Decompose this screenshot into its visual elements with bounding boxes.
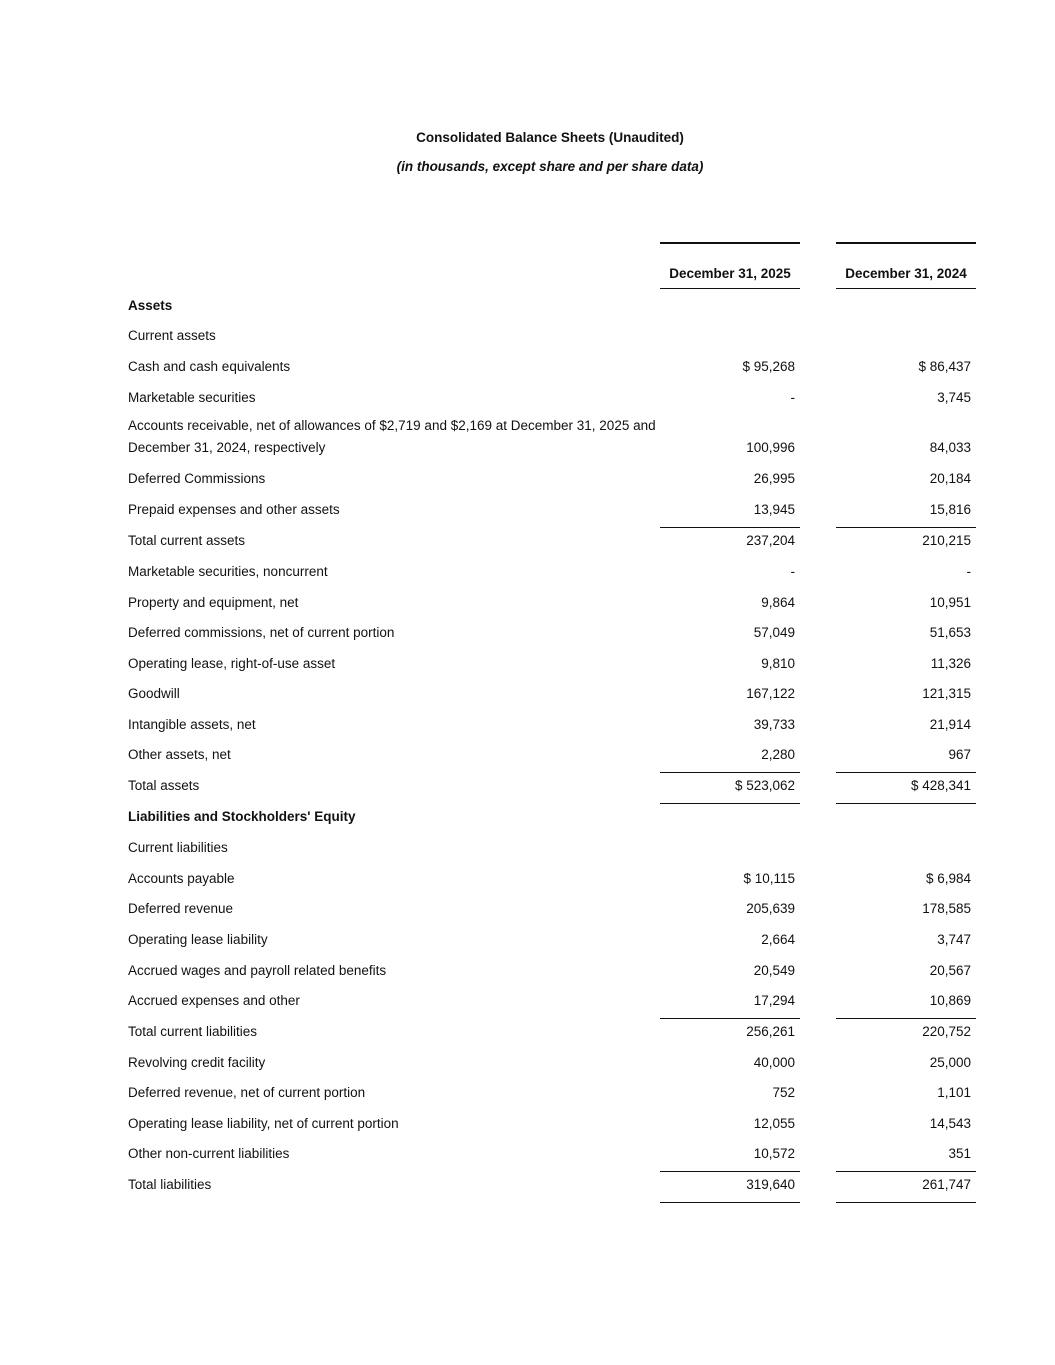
row-label: Revolving credit facility xyxy=(128,1055,266,1070)
row-label: Marketable securities, noncurrent xyxy=(128,564,328,579)
value-2024: $ 6,984 xyxy=(925,871,971,886)
row-label: Prepaid expenses and other assets xyxy=(128,502,340,517)
row-label: Deferred Commissions xyxy=(128,471,266,486)
row-label: Accrued wages and payroll related benefits xyxy=(128,963,387,978)
row-label: Deferred revenue, net of current portion xyxy=(128,1085,366,1100)
value-2025: 13,945 xyxy=(753,502,795,517)
subtotal-rule xyxy=(836,772,976,773)
value-2024: 21,914 xyxy=(929,717,971,732)
value-2025: $ 10,115 xyxy=(743,871,795,886)
value-2024: 15,816 xyxy=(929,502,971,517)
column-header-2024: December 31, 2024 xyxy=(836,266,976,289)
value-2025: 9,864 xyxy=(761,595,795,610)
subtotal-rule xyxy=(660,1171,800,1172)
value-2025: 9,810 xyxy=(761,656,795,671)
value-2024: 3,745 xyxy=(937,390,971,405)
value-2024: 10,951 xyxy=(929,595,971,610)
value-2025: 26,995 xyxy=(753,471,795,486)
subtotal-rule xyxy=(660,1018,800,1019)
row-label: Accounts payable xyxy=(128,871,235,886)
value-2025: - xyxy=(790,390,795,405)
value-2025: 40,000 xyxy=(753,1055,795,1070)
subtotal-rule xyxy=(660,1202,800,1203)
row-label: Total assets xyxy=(128,778,200,793)
value-2024: 261,747 xyxy=(922,1177,971,1192)
row-label: Deferred commissions, net of current portion xyxy=(128,625,395,640)
row-label: Total liabilities xyxy=(128,1177,212,1192)
section-heading: Assets xyxy=(128,298,173,313)
subtotal-rule xyxy=(836,1202,976,1203)
value-2025: 100,996 xyxy=(746,440,795,455)
subtotal-rule xyxy=(660,803,800,804)
row-label: Other assets, net xyxy=(128,747,231,762)
value-2024: 121,315 xyxy=(922,686,971,701)
value-2024: 84,033 xyxy=(929,440,971,455)
row-label: Accounts receivable, net of allowances of $2,719 and $2,169 at December 31, 2025 and December 31, 2024, respectively xyxy=(128,418,656,455)
value-2024: 967 xyxy=(948,747,971,762)
row-label: Cash and cash equivalents xyxy=(128,359,291,374)
row-label: Total current liabilities xyxy=(128,1024,258,1039)
row-label: Deferred revenue xyxy=(128,901,234,916)
subtotal-rule xyxy=(660,527,800,528)
row-label: Intangible assets, net xyxy=(128,717,256,732)
row-label: Total current assets xyxy=(128,533,246,548)
value-2024: 10,869 xyxy=(929,993,971,1008)
row-label: Property and equipment, net xyxy=(128,595,299,610)
subtotal-rule xyxy=(836,803,976,804)
row-label: Other non-current liabilities xyxy=(128,1146,290,1161)
value-2025: 12,055 xyxy=(753,1116,795,1131)
value-2024: $ 86,437 xyxy=(918,359,971,374)
value-2024: 14,543 xyxy=(929,1116,971,1131)
value-2025: 167,122 xyxy=(746,686,795,701)
subtotal-rule xyxy=(836,1171,976,1172)
value-2024: $ 428,341 xyxy=(910,778,971,793)
statement-subtitle: (in thousands, except share and per share data) xyxy=(396,159,704,174)
value-2024: 1,101 xyxy=(937,1085,971,1100)
value-2025: 752 xyxy=(772,1085,795,1100)
column-header-2025: December 31, 2025 xyxy=(660,266,800,289)
row-label: Current liabilities xyxy=(128,840,228,855)
value-2025: $ 523,062 xyxy=(734,778,795,793)
subtotal-rule xyxy=(836,527,976,528)
value-2025: 237,204 xyxy=(746,533,795,548)
value-2025: 20,549 xyxy=(753,963,795,978)
value-2024: 220,752 xyxy=(922,1024,971,1039)
value-2024: 20,184 xyxy=(929,471,971,486)
row-label: Operating lease, right-of-use asset xyxy=(128,656,336,671)
subtotal-rule xyxy=(836,1018,976,1019)
value-2025: 205,639 xyxy=(746,901,795,916)
row-label: Operating lease liability, net of current portion xyxy=(128,1116,399,1131)
subtotal-rule xyxy=(660,772,800,773)
value-2025: 10,572 xyxy=(753,1146,795,1161)
value-2024: 11,326 xyxy=(930,656,971,671)
value-2024: 51,653 xyxy=(929,625,971,640)
row-label: Goodwill xyxy=(128,686,180,701)
value-2025: 256,261 xyxy=(746,1024,795,1039)
value-2025: 319,640 xyxy=(746,1177,795,1192)
value-2024: 210,215 xyxy=(922,533,971,548)
value-2025: 39,733 xyxy=(753,717,795,732)
value-2025: 17,294 xyxy=(753,993,795,1008)
value-2024: 3,747 xyxy=(937,932,971,947)
value-2024: 25,000 xyxy=(929,1055,971,1070)
value-2024: 178,585 xyxy=(922,901,971,916)
row-label: Marketable securities xyxy=(128,390,256,405)
value-2024: 351 xyxy=(948,1146,971,1161)
value-2025: 2,664 xyxy=(761,932,795,947)
value-2025: - xyxy=(790,564,795,579)
section-heading: Liabilities and Stockholders' Equity xyxy=(128,809,356,824)
value-2025: 57,049 xyxy=(753,625,795,640)
statement-title: Consolidated Balance Sheets (Unaudited) xyxy=(416,130,684,145)
row-label: Accrued expenses and other xyxy=(128,993,300,1008)
value-2024: 20,567 xyxy=(929,963,971,978)
value-2025: $ 95,268 xyxy=(742,359,795,374)
row-label: Operating lease liability xyxy=(128,932,268,947)
row-label: Current assets xyxy=(128,328,216,343)
value-2024: - xyxy=(966,564,971,579)
value-2025: 2,280 xyxy=(761,747,795,762)
